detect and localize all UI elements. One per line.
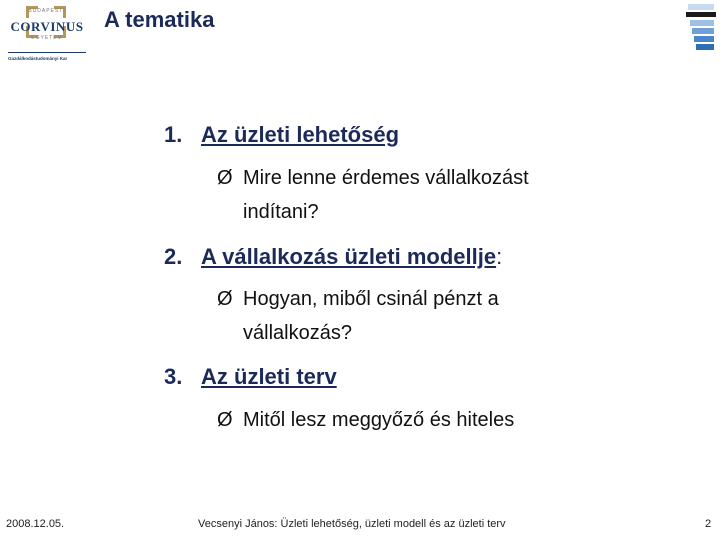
topic-1	[164, 122, 399, 148]
corner-logo-icon	[684, 0, 720, 52]
logo-top-text: BUDAPESTI	[28, 8, 66, 14]
arrow-bullet-icon: Ø	[217, 409, 233, 431]
topic-suffix: :	[496, 244, 503, 269]
sub-text: vállalkozás?	[243, 322, 352, 344]
logo-bottom-text: EGYETEM	[31, 35, 63, 41]
logo-caption: Gazdálkodástudományi Kar	[8, 56, 68, 61]
footer-caption: Vecsenyi János: Üzleti lehetőség, üzleti modell és az üzleti terv	[198, 518, 506, 530]
slide-title: A tematika	[104, 7, 215, 32]
topic-3	[164, 364, 337, 390]
topic-heading: A vállalkozás üzleti modellje	[201, 244, 497, 269]
logo-rule	[8, 52, 86, 53]
arrow-bullet-icon: Ø	[217, 288, 233, 310]
footer-date: 2008.12.05.	[6, 518, 65, 530]
topic-2	[164, 244, 502, 270]
topic-heading: Az üzleti terv	[201, 364, 337, 389]
sub-text: Hogyan, miből csinál pénzt a	[243, 288, 499, 310]
topic-number: 1.	[164, 122, 183, 147]
sub-text: indítani?	[243, 201, 319, 223]
logo-wordmark: CORVINUS	[10, 19, 84, 34]
sub-text: Mitől lesz meggyőző és hiteles	[243, 409, 515, 431]
arrow-bullet-icon: Ø	[217, 167, 233, 189]
topic-number: 3.	[164, 364, 183, 389]
corvinus-logo	[6, 4, 88, 64]
topic-number: 2.	[164, 244, 183, 269]
topic-heading: Az üzleti lehetőség	[201, 122, 400, 147]
sub-text: Mire lenne érdemes vállalkozást	[243, 167, 529, 189]
page-number: 2	[705, 518, 712, 530]
